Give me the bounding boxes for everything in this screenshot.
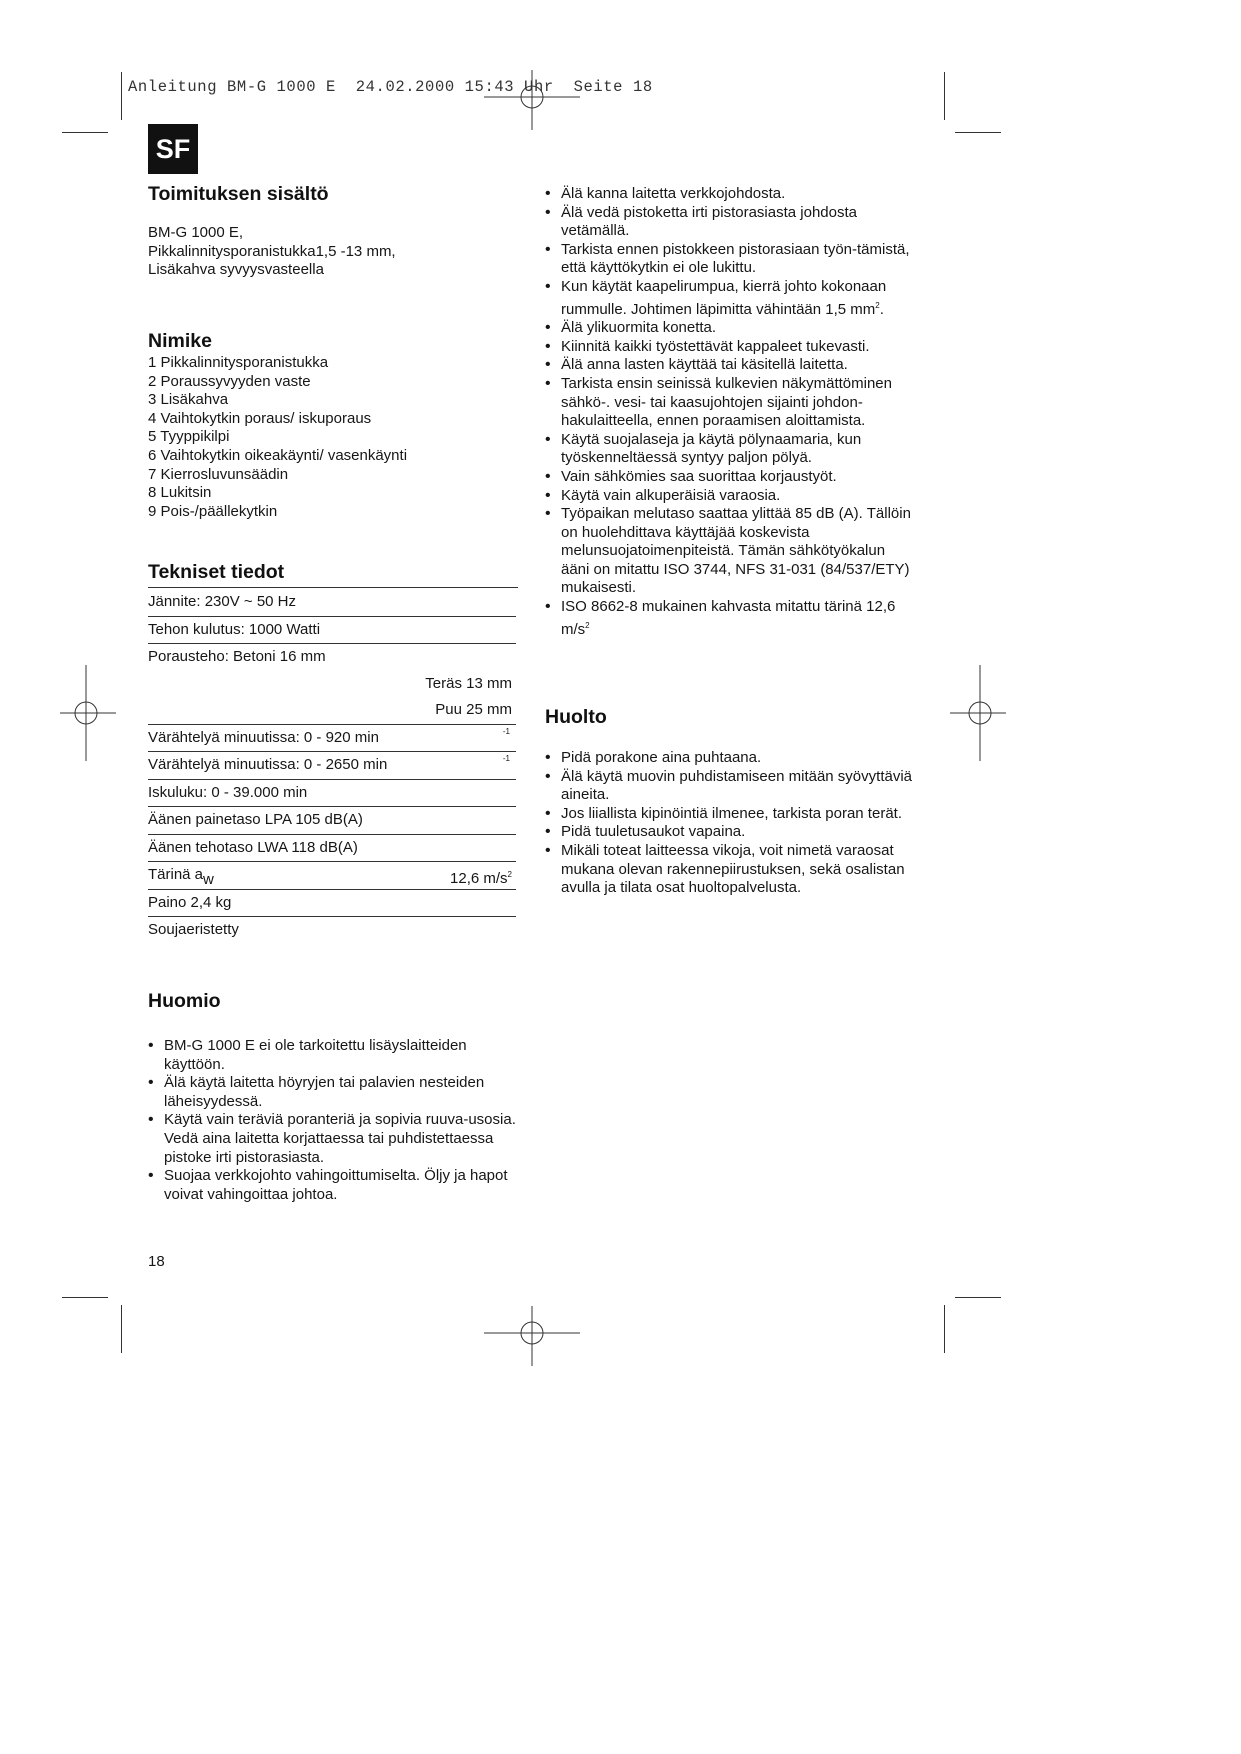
list-item-text: Vedä aina laitetta korjattaessa tai puhdistettaessa pistoke irti pistorasiasta. bbox=[164, 1129, 494, 1166]
list-item: • Työpaikan melutaso saattaa ylittää 85 dB (A). Tällöin on huolehdittava käyttäjää koskevista melunsuojatoimenpiteistä. Tämän sähkötyökalun ääni on mitattu ISO 3744, NFS 31-031 (84/537/ETY) mukaisesti. bbox=[545, 505, 915, 598]
list-item-text: Kun käytät kaapelirumpua, kierrä johto kokonaan rummulle. Johtimen läpimitta vähintään 1,5 mm bbox=[561, 277, 887, 318]
list-item: • Älä anna lasten käyttää tai käsitellä laitetta. bbox=[545, 356, 915, 375]
crop-mark bbox=[955, 132, 1001, 133]
list-item: 3 Lisäkahva bbox=[148, 391, 229, 409]
table-row bbox=[148, 807, 516, 835]
crop-mark bbox=[121, 1305, 122, 1353]
table-row bbox=[148, 697, 516, 725]
delivery-line: Pikkalinnitysporanistukka1,5 -13 mm, bbox=[148, 242, 396, 260]
delivery-list bbox=[148, 224, 396, 280]
crop-mark bbox=[121, 72, 122, 120]
spec-vibration-sub: w bbox=[203, 871, 214, 888]
list-item: 8 Lukitsin bbox=[148, 484, 212, 502]
delivery-line: BM-G 1000 E, bbox=[148, 224, 244, 241]
list-item: 5 Tyyppikilpi bbox=[148, 428, 230, 446]
unit-sup: 2 bbox=[875, 300, 880, 310]
list-item: 1 Pikkalinnitysporanistukka bbox=[148, 354, 329, 371]
spec-vibration-2: Värähtelyä minuutissa: 0 - 2650 min bbox=[148, 756, 388, 773]
list-item: • Älä käytä laitetta höyryjen tai palavien nesteiden läheisyydessä. bbox=[148, 1074, 528, 1111]
list-item: • Suojaa verkkojohto vahingoittumiselta. Öljy ja hapot voivat vahingoittaa johtoa. bbox=[148, 1167, 528, 1204]
spec-lwa: Äänen tehotaso LWA 118 dB(A) bbox=[148, 838, 358, 856]
page-number: 18 bbox=[148, 1253, 165, 1270]
spec-insulation: Soujaeristetty bbox=[148, 921, 239, 938]
note-title: Huomio bbox=[148, 990, 221, 1012]
spec-impact: Iskuluku: 0 - 39.000 min bbox=[148, 783, 308, 801]
list-item: • Kiinnitä kaikki työstettävät kappaleet tukevasti. bbox=[545, 338, 915, 357]
spec-power: Tehon kulutus: 1000 Watti bbox=[148, 620, 321, 638]
list-item: 4 Vaihtokytkin poraus/ iskuporaus bbox=[148, 409, 372, 427]
list-item: 7 Kierrosluvunsäädin bbox=[148, 465, 289, 483]
table-row bbox=[148, 917, 516, 944]
delivery-line: Lisäkahva syvyysvasteella bbox=[148, 261, 324, 279]
table-row bbox=[148, 589, 516, 617]
registration-mark-icon bbox=[484, 70, 580, 130]
table-row bbox=[148, 890, 516, 918]
list-item: 2 Poraussyvyyden vaste bbox=[148, 372, 311, 390]
list-item bbox=[148, 1111, 528, 1167]
list-item-text: • Käytä vain teräviä poranteriä ja sopivia ruuva-usosia. bbox=[164, 1111, 516, 1129]
registration-mark-icon bbox=[60, 665, 116, 761]
spec-drill-wood: Puu 25 mm bbox=[435, 701, 512, 718]
table-row bbox=[148, 725, 516, 753]
spec-voltage: Jännite: 230V ~ 50 Hz bbox=[148, 593, 297, 610]
language-badge: SF bbox=[148, 124, 198, 174]
list-item: • Vain sähkömies saa suorittaa korjaustyöt. bbox=[545, 468, 915, 487]
list-item-text: . bbox=[879, 300, 884, 318]
crop-mark bbox=[62, 132, 108, 133]
spec-unit-sup: 2 bbox=[507, 870, 512, 879]
delivery-title: Toimituksen sisältö bbox=[148, 183, 329, 205]
registration-mark-icon bbox=[484, 1306, 580, 1366]
parts-list bbox=[148, 354, 407, 521]
spec-drill-concrete: Porausteho: Betoni 16 mm bbox=[148, 648, 326, 665]
list-item-text: ISO 8662-8 mukainen kahvasta mitattu tärinä 12,6 m/s bbox=[561, 598, 896, 638]
spec-drill-steel: Teräs 13 mm bbox=[425, 674, 512, 692]
table-row bbox=[148, 644, 516, 671]
parts-title: Nimike bbox=[148, 330, 212, 352]
table-row bbox=[148, 752, 516, 780]
table-row bbox=[148, 862, 516, 890]
tech-title: Tekniset tiedot bbox=[148, 561, 285, 583]
table-rule bbox=[148, 587, 518, 588]
spec-table bbox=[148, 589, 516, 944]
list-item: • Käytä suojalaseja ja käytä pölynaamaria, kun työskenneltäessä syntyy paljon pölyä. bbox=[545, 431, 915, 468]
list-item: 9 Pois-/päällekytkin bbox=[148, 502, 278, 520]
safety-list bbox=[545, 185, 915, 639]
list-item: • Tarkista ensin seinissä kulkevien näkymättöminen sähkö-. vesi- tai kaasujohtojen sijainti johdon-hakulaitteella, ennen poraamisen aloittamista. bbox=[545, 375, 915, 431]
list-item: • BM-G 1000 E ei ole tarkoitettu lisäyslaitteiden käyttöön. bbox=[148, 1037, 528, 1074]
spec-unit-sup: -1 bbox=[502, 754, 510, 763]
crop-mark bbox=[62, 1297, 108, 1298]
spec-vibration-label: Tärinä a bbox=[148, 866, 204, 883]
spec-unit-sup: -1 bbox=[502, 726, 510, 736]
list-item: • Älä ylikuormita konetta. bbox=[545, 319, 915, 338]
list-item: • Älä käytä muovin puhdistamiseen mitään syövyttäviä aineita. bbox=[545, 768, 915, 805]
spec-vibration-value: 12,6 m/s bbox=[450, 870, 508, 887]
table-row bbox=[148, 780, 516, 808]
crop-mark bbox=[944, 1305, 945, 1353]
spec-weight: Paino 2,4 kg bbox=[148, 893, 232, 911]
note-list bbox=[148, 1037, 528, 1204]
crop-mark bbox=[955, 1297, 1001, 1298]
list-item: • Jos liiallista kipinöintiä ilmenee, tarkista poran terät. bbox=[545, 805, 915, 824]
list-item: • Tarkista ennen pistokkeen pistorasiaan työn-tämistä, että käyttökytkin ei ole lukittu. bbox=[545, 241, 915, 278]
print-slug: Anleitung BM-G 1000 E 24.02.2000 15:43 Uhr Seite 18 bbox=[128, 78, 653, 96]
list-item: 6 Vaihtokytkin oikeakäynti/ vasenkäynti bbox=[148, 446, 408, 464]
table-row bbox=[148, 671, 516, 698]
spec-lpa: Äänen painetaso LPA 105 dB(A) bbox=[148, 811, 363, 828]
maintenance-title: Huolto bbox=[545, 706, 607, 728]
list-item bbox=[545, 278, 915, 319]
crop-mark bbox=[944, 72, 945, 120]
list-item: • Mikäli toteat laitteessa vikoja, voit nimetä varaosat mukana olevan rakennepiirustuksen, sekä osalistan avulla ja tilata osat huoltopalvelusta. bbox=[545, 842, 915, 898]
list-item: • Älä kanna laitetta verkkojohdosta. bbox=[545, 185, 915, 204]
spec-vibration-1: Värähtelyä minuutissa: 0 - 920 min bbox=[148, 728, 379, 746]
list-item: • Käytä vain alkuperäisiä varaosia. bbox=[545, 487, 915, 506]
unit-sup: 2 bbox=[585, 620, 590, 630]
maintenance-list bbox=[545, 749, 915, 898]
list-item: • Älä vedä pistoketta irti pistorasiasta johdosta vetämällä. bbox=[545, 204, 915, 241]
list-item: • Pidä porakone aina puhtaana. bbox=[545, 749, 915, 768]
registration-mark-icon bbox=[950, 665, 1006, 761]
list-item bbox=[545, 598, 915, 639]
list-item: • Pidä tuuletusaukot vapaina. bbox=[545, 823, 915, 842]
table-row bbox=[148, 617, 516, 645]
table-row bbox=[148, 835, 516, 863]
